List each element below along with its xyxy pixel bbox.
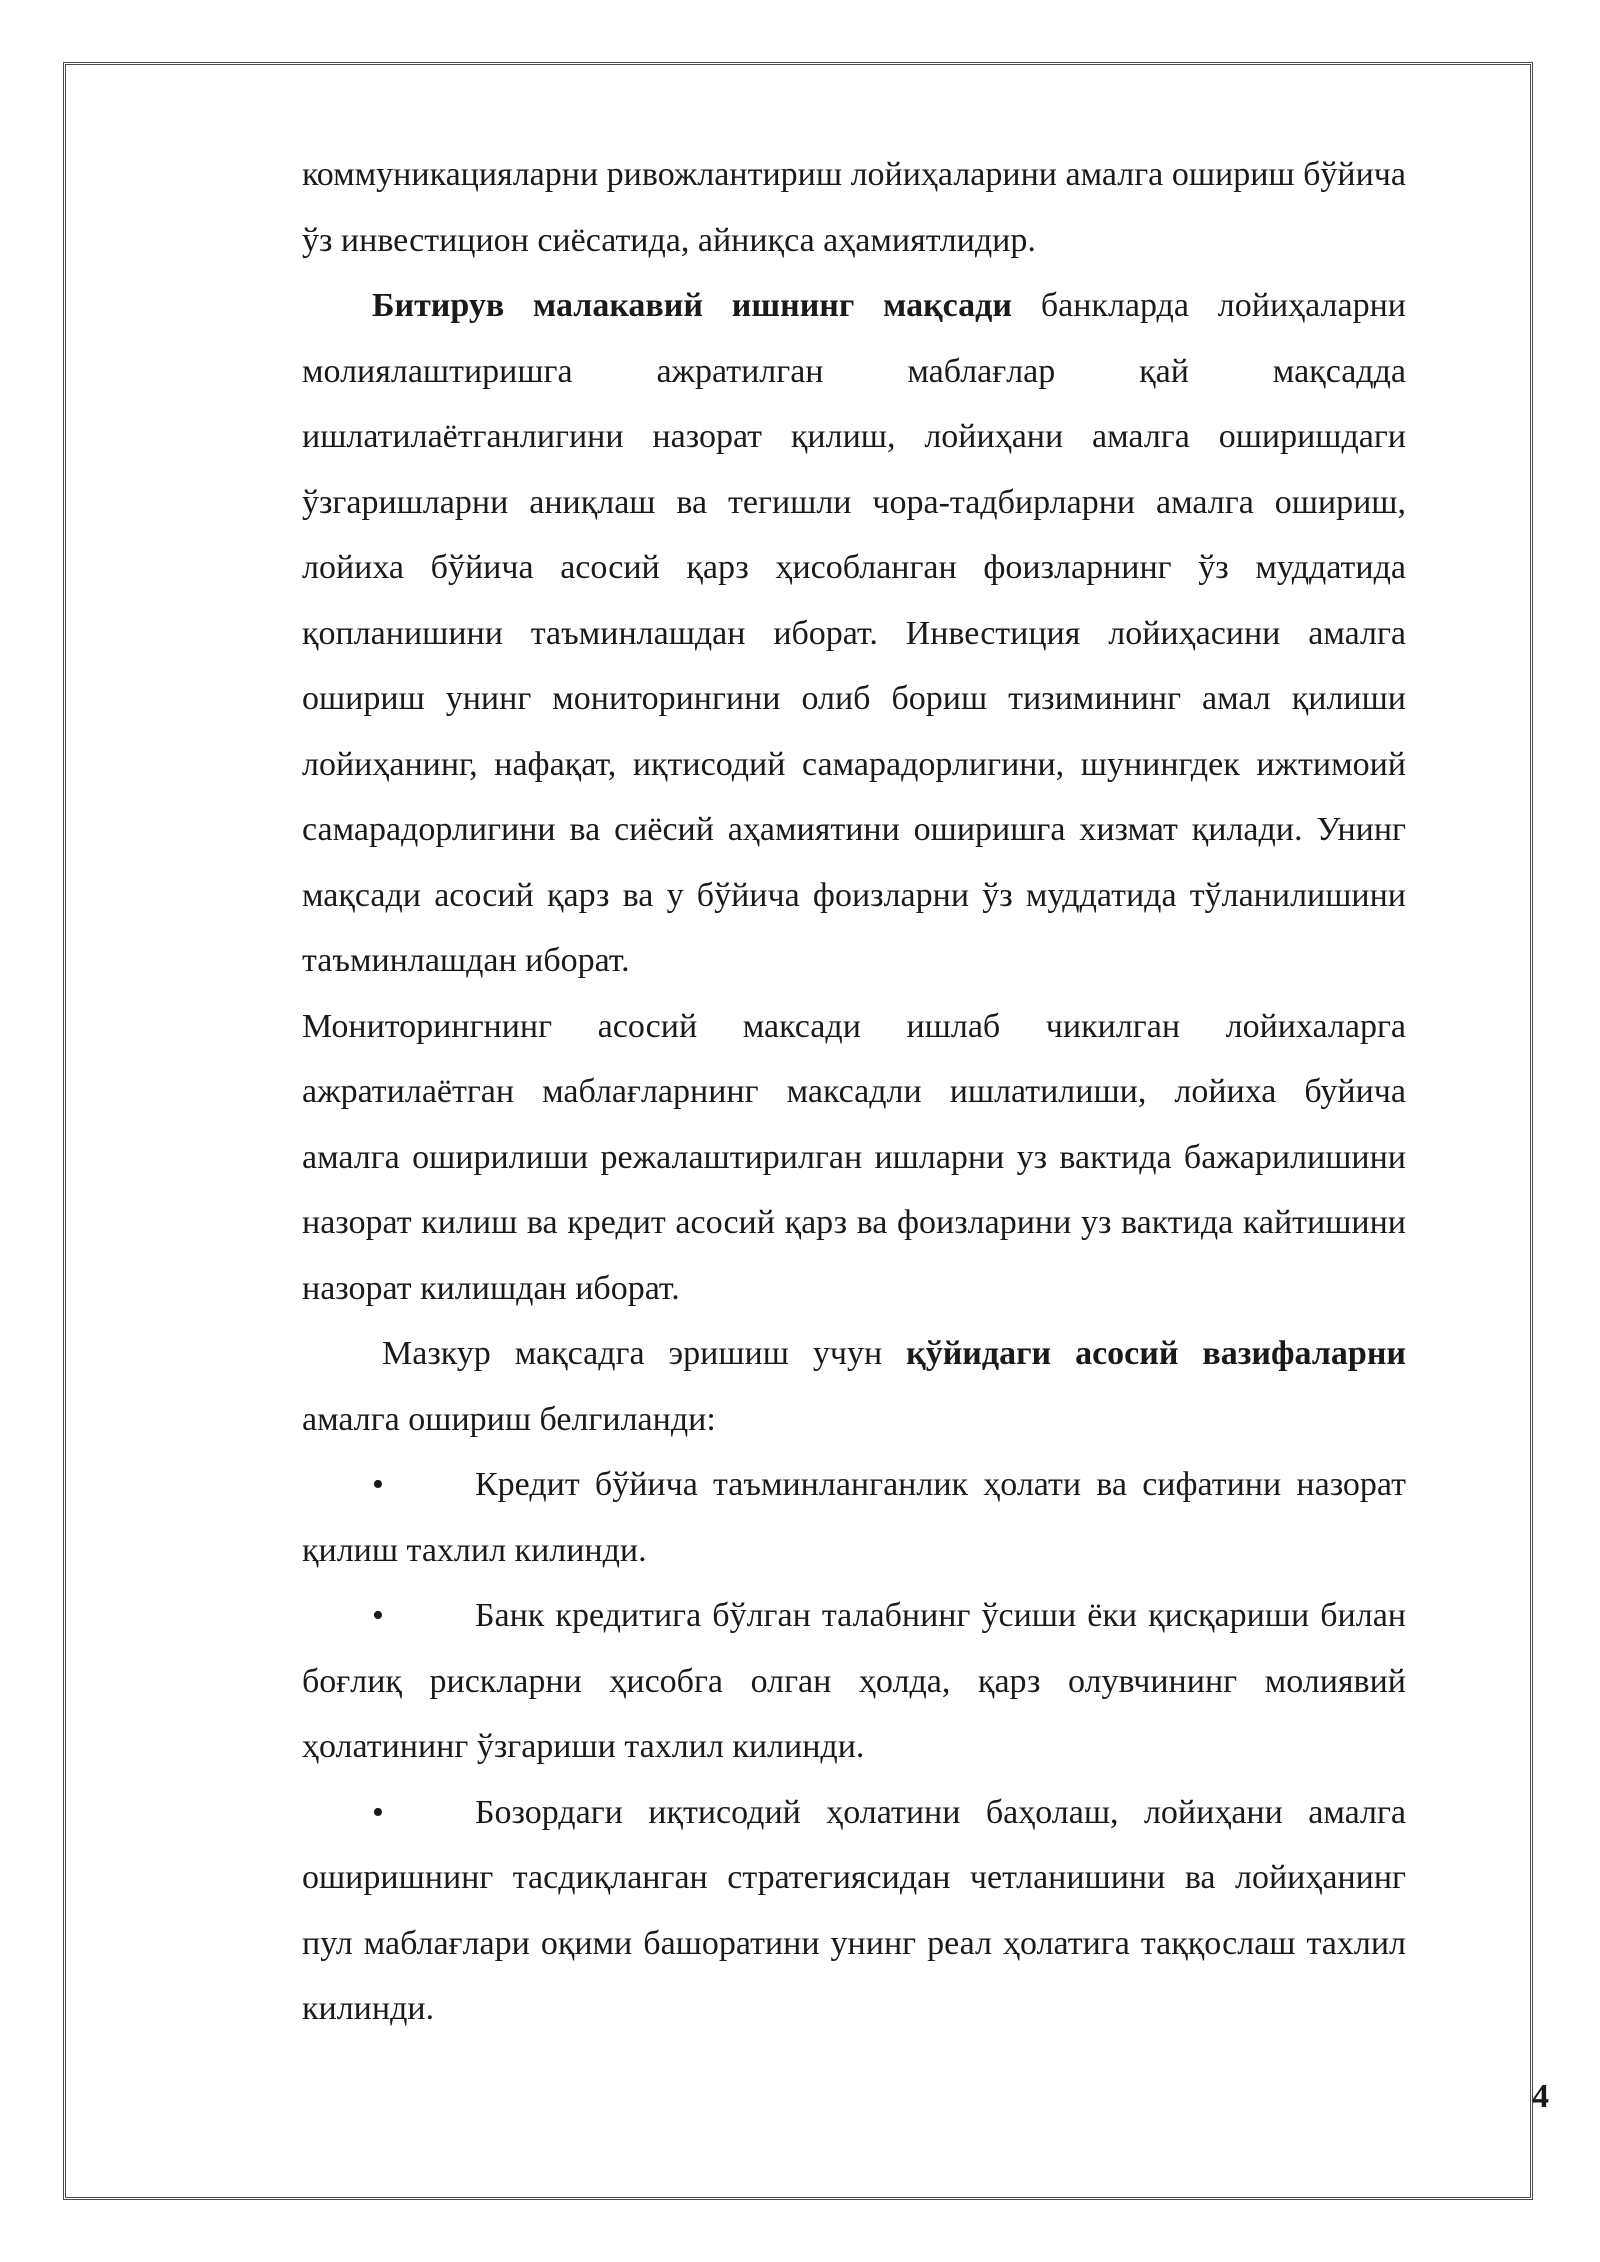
bullet-icon: • (372, 1793, 384, 1831)
list-item-text: Бозордаги иқтисодий ҳолатини баҳолаш, лойиҳани амалга оширишнинг тасдиқланган стратегиясидан четланишини ва лойиҳанинг пул маблағлари оқими башоратини унинг реал ҳолатига таққослаш тахлил килинди. (302, 1793, 1406, 2027)
list-item (302, 1780, 1406, 2042)
tasks-heading: қўйидаги асосий вазифаларни (906, 1335, 1406, 1372)
paragraph-intro: коммуникацияларни ривожлантириш лойиҳаларини амалга ошириш бўйича ўз инвестицион сиёсатида, айниқса аҳамиятлидир. (302, 156, 1406, 259)
goal-heading: Битирув малакавий ишнинг мақсади (372, 287, 1012, 324)
list-item-text: Банк кредитига бўлган талабнинг ўсиши ёки қисқариши билан боғлиқ рискларни ҳисобга олган ҳолда, қарз олувчининг молиявий ҳолатининг ўзгариши тахлил килинди. (302, 1597, 1406, 1765)
paragraph-goal (302, 273, 1406, 994)
list-item-text: Кредит бўйича таъминланганлик ҳолати ва сифатини назорат қилиш тахлил килинди. (302, 1466, 1406, 1569)
paragraph-monitoring: Мониторингнинг асосий максади ишлаб чикилган лойихаларга ажратилаётган маблағларнинг максадли ишлатилиши, лойиха буйича амалга оширилиши режалаштирилган ишларни уз вактида бажарилишини назорат килиш ва кредит асосий қарз ва фоизларини уз вактида кайтишини назорат килишдан иборат. (302, 1007, 1406, 1307)
bullet-icon: • (372, 1597, 384, 1634)
goal-text: банкларда лойиҳаларни молиялаштиришга ажратилган маблағлар қай мақсадда ишлатилаётганлигини назорат қилиш, лойиҳани амалга оширишдаги ўзгаришларни аниқлаш ва тегишли чора-тадбирларни амалга ошириш, лойиха бўйича асосий қарз ҳисобланган фоизларнинг ўз муддатида қопланишини таъминлашдан иборат. Инвестиция лойиҳасини амалга ошириш унинг мониторингини олиб бориш тизимининг амал қилиши лойиҳанинг, нафақат, иқтисодий самарадорлигини, шунингдек ижтимоий самарадорлигини ва сиёсий аҳамиятини оширишга хизмат қилади. Унинг мақсади асосий қарз ва у бўйича фоизларни ўз муддатида тўланилишини таъминлашдан иборат. (302, 287, 1406, 979)
tasks-intro-text: Мазкур мақсадга эришиш учун (382, 1335, 907, 1372)
tasks-intro-tail: амалга ошириш белгиланди: (302, 1400, 716, 1438)
list-item (302, 1452, 1406, 1583)
bullet-icon: • (372, 1466, 384, 1503)
paragraph-tasks-intro (302, 1321, 1406, 1452)
list-item (302, 1583, 1406, 1780)
document-body (302, 142, 1406, 2042)
page-number: 4 (1532, 2078, 1549, 2115)
